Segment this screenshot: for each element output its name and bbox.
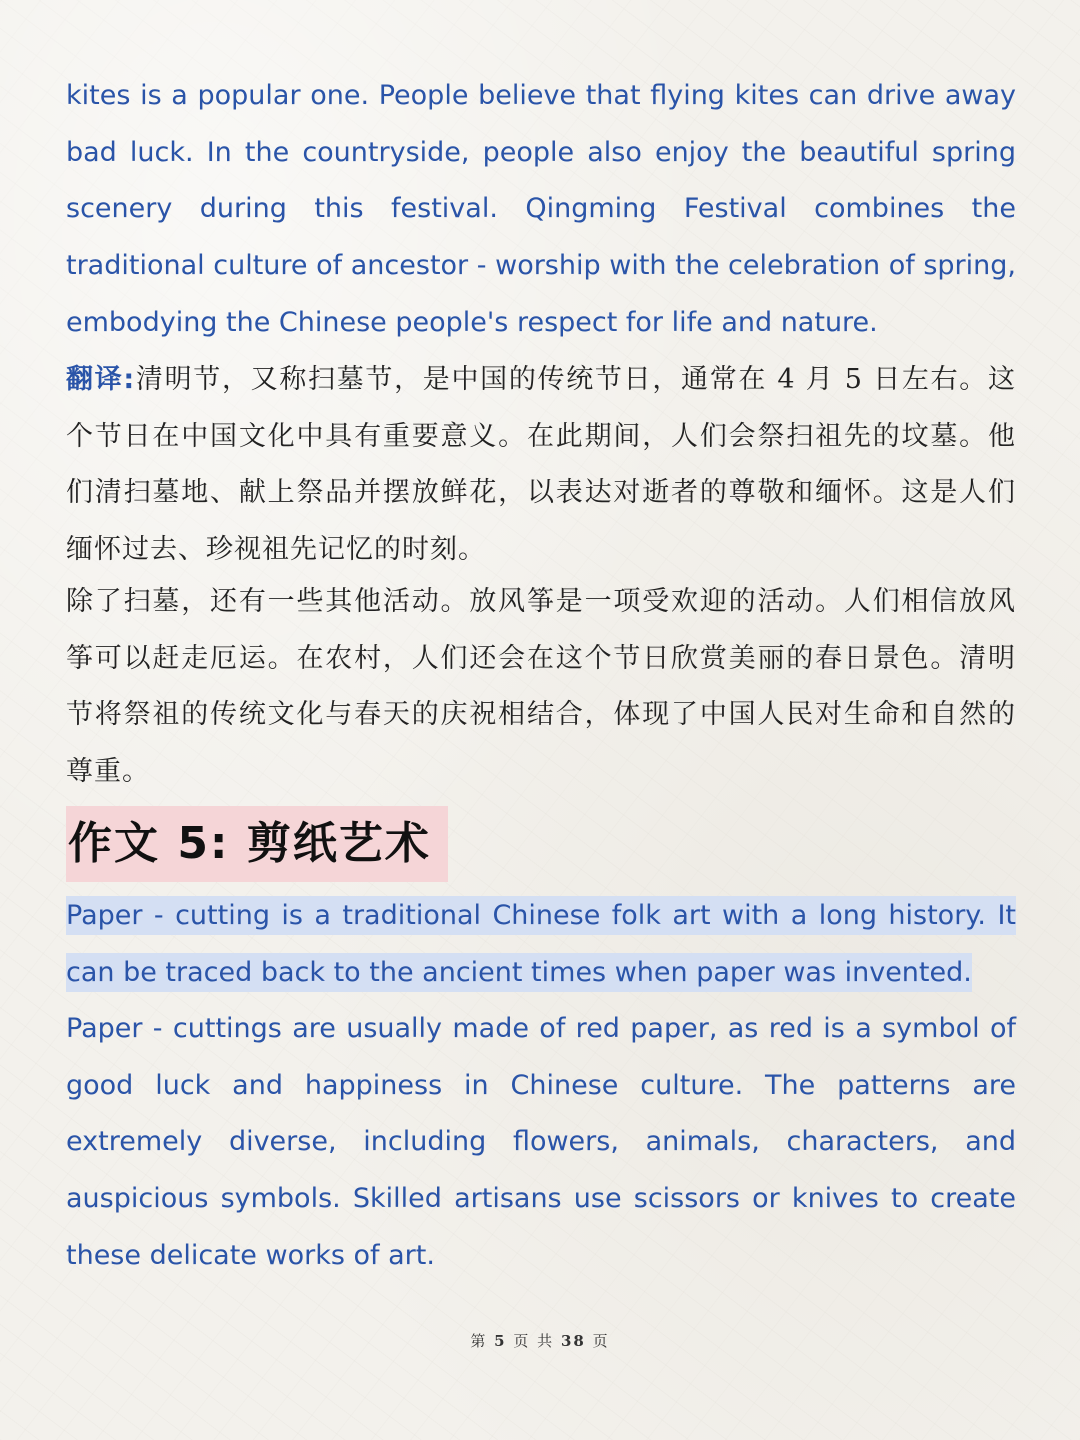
translation-text-1: 清明节，又称扫墓节，是中国的传统节日，通常在 4 月 5 日左右。这个节日在中国文化中具有重要意义。在此期间，人们会祭扫祖先的坟墓。他们清扫墓地、献上祭品并摆放鲜花，以表达对逝者的尊敬和缅怀。这是人们缅怀过去、珍视祖先记忆的时刻。 bbox=[66, 364, 1016, 566]
translation-paragraph bbox=[66, 352, 1016, 579]
paper-cutting-body-paragraph: Paper - cuttings are usually made of red paper, as red is a symbol of good luck and happiness in Chinese culture. The patterns are extremely diverse, including flowers, animals, characters, and auspicious symbols. Skilled artisans use scissors or knives to create these delicate works of art. bbox=[66, 1013, 1016, 1271]
total-page-number: 38 bbox=[560, 1332, 586, 1350]
section-heading: 作文 5: 剪纸艺术 bbox=[68, 818, 431, 869]
footer-prefix: 第 bbox=[470, 1332, 488, 1350]
footer-suffix: 页 bbox=[592, 1332, 610, 1350]
page-footer bbox=[0, 1330, 1080, 1351]
translation-paragraph-2: 除了扫墓，还有一些其他活动。放风筝是一项受欢迎的活动。人们相信放风筝可以赶走厄运。在农村，人们还会在这个节日欣赏美丽的春日景色。清明节将祭祖的传统文化与春天的庆祝相结合，体现了中国人民对生命和自然的尊重。 bbox=[66, 586, 1016, 788]
translation-label: 翻译: bbox=[66, 364, 136, 395]
paper-cutting-intro-paragraph bbox=[66, 888, 1016, 1001]
kites-paragraph: kites is a popular one. People believe that flying kites can drive away bad luck. In the countryside, people also enjoy the beautiful spring scenery during this festival. Qingming Festival combines the traditional culture of ancestor - worship with the celebration of spring, embodying the Chinese people's respect for life and nature. bbox=[66, 80, 1016, 338]
footer-middle: 页 共 bbox=[513, 1332, 555, 1350]
highlighted-text: Paper - cutting is a traditional Chinese folk art with a long history. It can be traced back to the ancient times when paper was invented. bbox=[66, 896, 1016, 992]
current-page-number: 5 bbox=[494, 1332, 507, 1350]
